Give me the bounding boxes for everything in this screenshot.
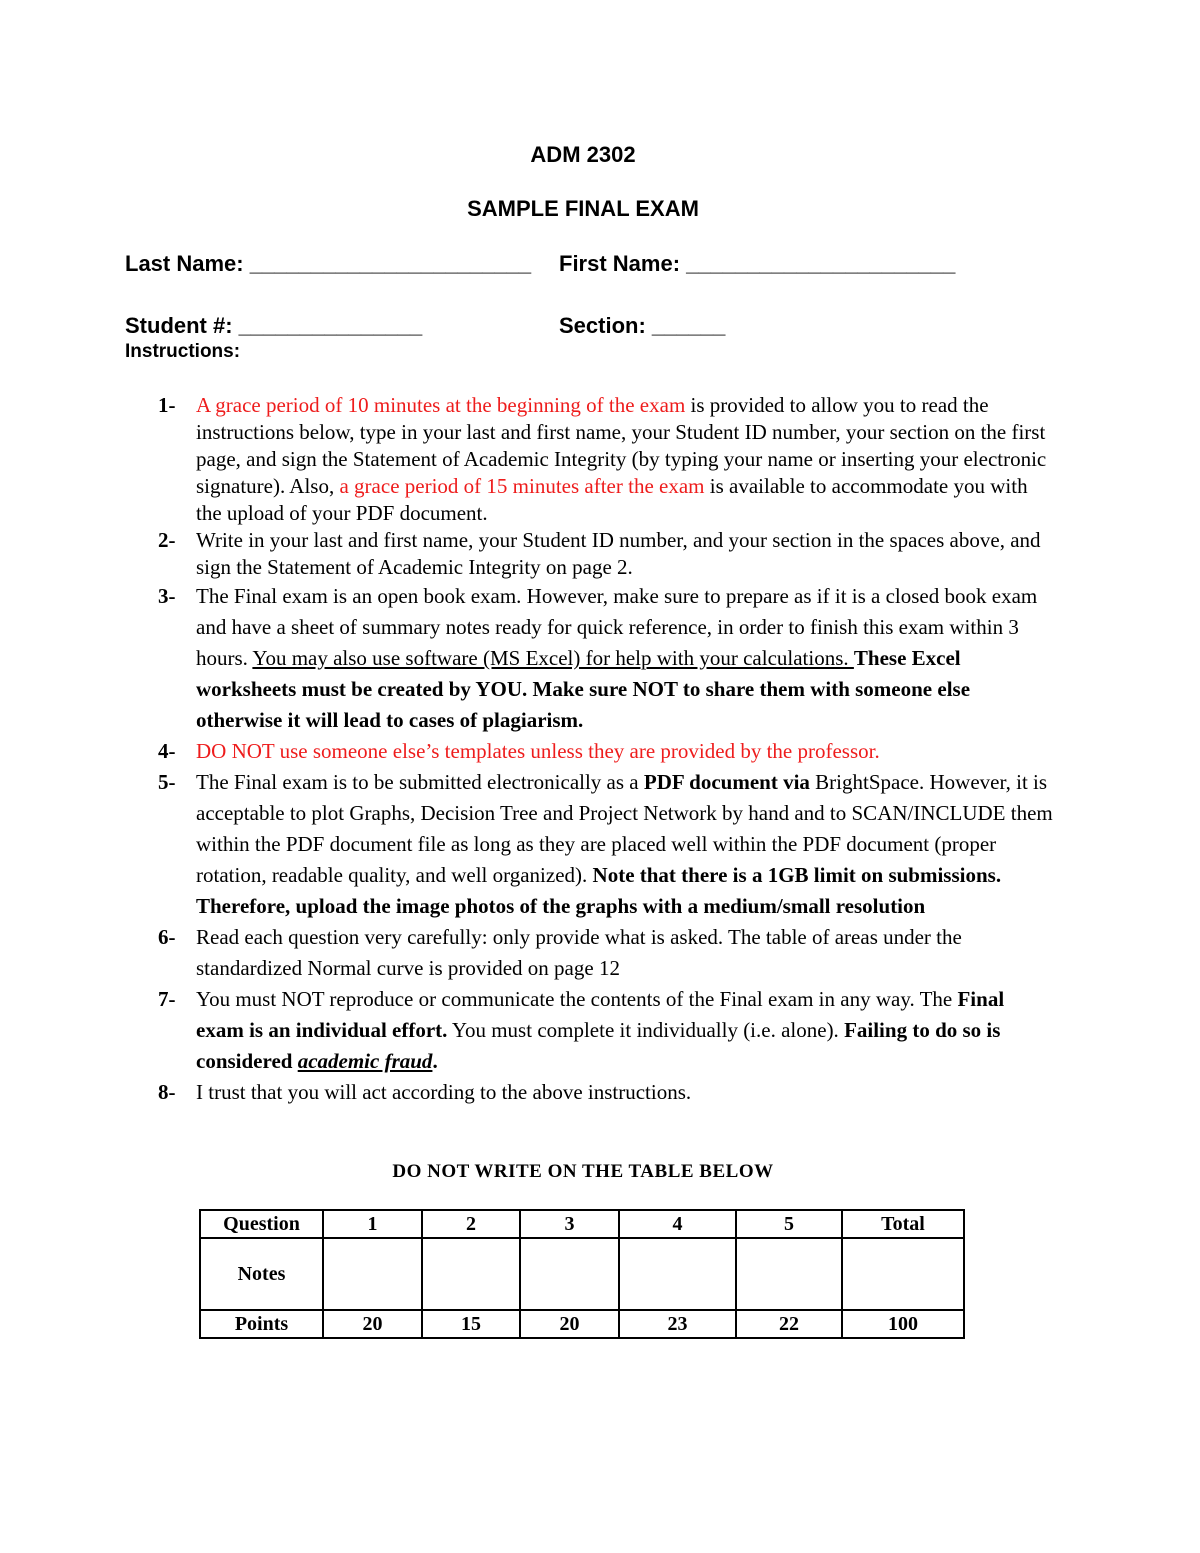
- instruction-item-8: [158, 1077, 1056, 1108]
- table-caption: DO NOT WRITE ON THE TABLE BELOW: [392, 1161, 774, 1182]
- table-cell: 5: [736, 1210, 842, 1238]
- emphasis-text: academic fraud: [297, 1049, 433, 1073]
- item-number: 7-: [158, 987, 176, 1011]
- item-text: The Final exam is an open book exam. However, make sure to prepare as if it is a closed book exam and have a sheet of summary notes ready for quick reference, in order to finish this exam within 3 hours.: [196, 584, 1038, 670]
- exam-title: SAMPLE FINAL EXAM: [467, 196, 699, 221]
- item-number: 8-: [158, 1080, 176, 1104]
- course-code: ADM 2302: [530, 142, 636, 167]
- item-text: The Final exam is to be submitted electronically as a: [196, 770, 644, 794]
- item-text: Write in your last and first name, your Student ID number, and your section in the spaces above, and sign the Statement of Academic Integrity on page 2.: [196, 528, 1041, 579]
- table-cell: 23: [619, 1310, 736, 1338]
- table-cell: 15: [422, 1310, 520, 1338]
- instruction-item-7: [158, 984, 1056, 1077]
- item-number: 1-: [158, 393, 176, 417]
- notes-cell: [842, 1238, 964, 1310]
- table-cell: Points: [200, 1310, 323, 1338]
- item-text: Read each question very carefully: only provide what is asked. The table of areas under the standardized Normal curve is provided on page 12: [196, 925, 962, 980]
- table-cell: Question: [200, 1210, 323, 1238]
- item-text: is available to accommodate you with the upload of your PDF document.: [196, 474, 1028, 525]
- highlight-text: a grace period of 15 minutes after the exam: [339, 474, 705, 498]
- item-number: 2-: [158, 528, 176, 552]
- instruction-item-1: [158, 392, 1056, 527]
- table-cell: 3: [520, 1210, 619, 1238]
- table-cell: Notes: [200, 1238, 323, 1310]
- bold-text: Final exam is an individual effort.: [196, 987, 1005, 1042]
- table-header-row: [200, 1210, 964, 1238]
- table-cell: 1: [323, 1210, 422, 1238]
- highlight-text: A grace period of 10 minutes at the beginning of the exam: [196, 393, 686, 417]
- item-text: You must NOT reproduce or communicate the contents of the Final exam in any way. The: [196, 987, 958, 1011]
- instruction-item-6: [158, 922, 1056, 984]
- table-cell: 4: [619, 1210, 736, 1238]
- bold-text: .: [432, 1049, 438, 1073]
- first-name-field[interactable]: First Name: ______________________: [559, 251, 956, 276]
- notes-cell: [323, 1238, 422, 1310]
- item-number: 6-: [158, 925, 176, 949]
- item-number: 3-: [158, 584, 176, 608]
- underlined-text: You may also use software (MS Excel) for help with your calculations.: [252, 646, 854, 670]
- item-text: BrightSpace. However, it is acceptable to plot Graphs, Decision Tree and Project Network by hand and to SCAN/INCLUDE them within the PDF document file as long as they are placed well within the PDF document (proper rotation, readable quality, and well organized).: [196, 770, 1053, 887]
- bold-text: Failing to do so is considered: [196, 1018, 1001, 1073]
- bold-text: Note that there is a 1GB limit on submissions. Therefore, upload the image photos of the graphs with a medium/small resolution: [196, 863, 1002, 918]
- instruction-item-2: [158, 527, 1056, 581]
- bold-text: PDF document via: [643, 770, 810, 794]
- table-cell: 2: [422, 1210, 520, 1238]
- item-number: 5-: [158, 770, 176, 794]
- instruction-item-3: [158, 581, 1056, 736]
- instruction-item-4: [158, 736, 1056, 767]
- table-cell: Total: [842, 1210, 964, 1238]
- last-name-field[interactable]: Last Name: _______________________: [125, 251, 532, 276]
- instructions-list: [158, 392, 1056, 1108]
- notes-cell: [736, 1238, 842, 1310]
- table-cell: 20: [520, 1310, 619, 1338]
- notes-cell: [619, 1238, 736, 1310]
- notes-cell: [422, 1238, 520, 1310]
- instruction-item-5: [158, 767, 1056, 922]
- item-number: 4-: [158, 739, 176, 763]
- score-table: [199, 1209, 965, 1339]
- table-cell: 100: [842, 1310, 964, 1338]
- table-notes-row: [200, 1238, 964, 1310]
- highlight-text: DO NOT use someone else’s templates unless they are provided by the professor.: [196, 739, 880, 763]
- item-text: is provided to allow you to read the instructions below, type in your last and first name, your Student ID number, your section on the first page, and sign the Statement of Academic Integrity (by typing your name or inserting your electronic signature). Also,: [196, 393, 1047, 498]
- item-text: I trust that you will act according to the above instructions.: [196, 1080, 692, 1104]
- bold-text: These Excel worksheets must be created by YOU. Make sure NOT to share them with someone else otherwise it will lead to cases of plagiarism.: [196, 646, 971, 732]
- instructions-heading: Instructions:: [125, 341, 241, 362]
- table-points-row: [200, 1310, 964, 1338]
- table-cell: 20: [323, 1310, 422, 1338]
- student-number-field[interactable]: Student #: _______________: [125, 313, 423, 338]
- section-field[interactable]: Section: ______: [559, 313, 726, 338]
- item-text: You must complete it individually (i.e. alone).: [447, 1018, 845, 1042]
- table-cell: 22: [736, 1310, 842, 1338]
- notes-cell: [520, 1238, 619, 1310]
